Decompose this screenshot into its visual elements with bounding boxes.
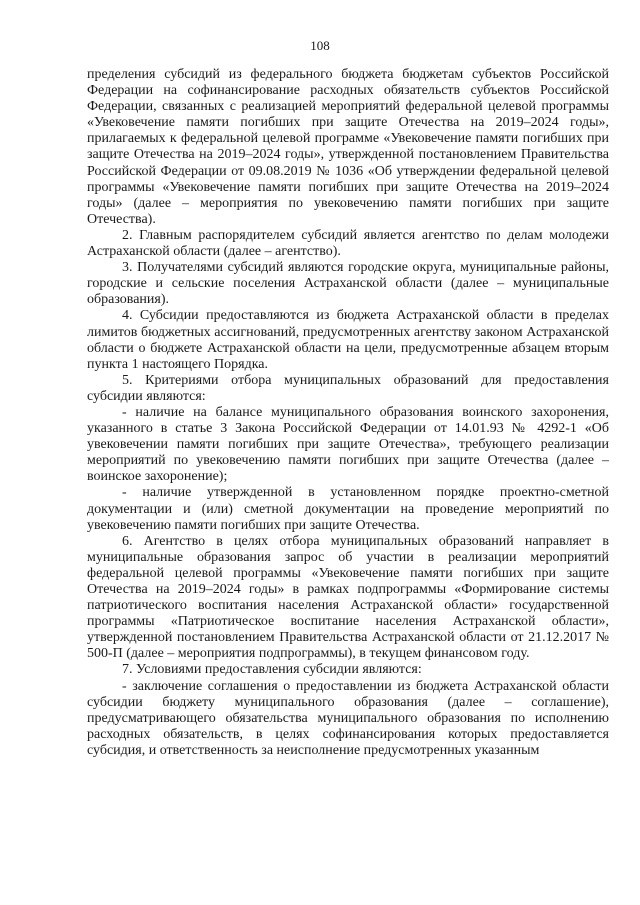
paragraph-4: 4. Субсидии предоставляются из бюджета Астраханской области в пределах лимитов бюджетных ассигнований, предусмотренных агентству законом Астраханской области о бюджете Астраханской области на цели, предусмотренные абзацем вторым пункта 1 настоящего Порядка. — [87, 308, 609, 372]
paragraph-5: 5. Критериями отбора муниципальных образований для предоставления субсидии являются: — [87, 372, 609, 404]
page-number: 108 — [310, 38, 330, 53]
paragraph-continuation: пределения субсидий из федерального бюджета бюджетам субъектов Российской Федерации на софинансирование расходных обязательств субъектов Российской Федерации, связанных с реализацией мероприятий федеральной целевой программы «Увековечение памяти погибших при защите Отечества на 2019–2024 годы», прилагаемых к федеральной целевой программе «Увековечение памяти погибших при защите Отечества на 2019–2024 годы», утвержденной постановлением Правительства Российской Федерации от 09.08.2019 № 1036 «Об утверждении федеральной целевой программы «Увековечение памяти погибших при защите Отечества на 2019–2024 годы» (далее – мероприятия по увековечению памяти погибших при защите Отечества). — [87, 67, 609, 227]
paragraph-6: 6. Агентство в целях отбора муниципальных образований направляет в муниципальные образования запрос об участии в реализации мероприятий федеральной целевой программы «Увековечение памяти погибших при защите Отечества на 2019–2024 годы» в рамках подпрограммы «Формирование системы патриотического воспитания населения Астраханской области» государственной программы «Патриотическое воспитание населения Астраханской области», утвержденной постановлением Правительства Астраханской области от 21.12.2017 № 500-П (далее – мероприятия подпрограммы), в текущем финансовом году. — [87, 533, 609, 662]
document-body — [87, 67, 609, 759]
paragraph-3: 3. Получателями субсидий являются городские округа, муниципальные районы, городские и сельские поселения Астраханской области (далее – муниципальные образования). — [87, 260, 609, 308]
criterion-item-2: - наличие утвержденной в установленном порядке проектно-сметной документации и (или) сметной документации на проведение мероприятий по увековечению памяти погибших при защите Отечества. — [87, 485, 609, 533]
paragraph-7: 7. Условиями предоставления субсидии являются: — [122, 662, 422, 678]
condition-item-1: - заключение соглашения о предоставлении из бюджета Астраханской области субсидии бюджету муниципального образования (далее – соглашение), предусматривающего обязательства муниципального образования по исполнению расходных обязательств, в целях софинансирования которых предоставляется субсидия, и ответственность за неисполнение предусмотренных указанным — [87, 678, 609, 758]
paragraph-2: 2. Главным распорядителем субсидий является агентство по делам молодежи Астраханской области (далее – агентство). — [87, 227, 609, 260]
criterion-item-1: - наличие на балансе муниципального образования воинского захоронения, указанного в статье 3 Закона Российской Федерации от 14.01.93 № 4292-1 «Об увековечении памяти погибших при защите Отечества», требующего реализации мероприятий по увековечению памяти погибших при защите Отечества (далее – воинское захоронение); — [87, 404, 609, 485]
